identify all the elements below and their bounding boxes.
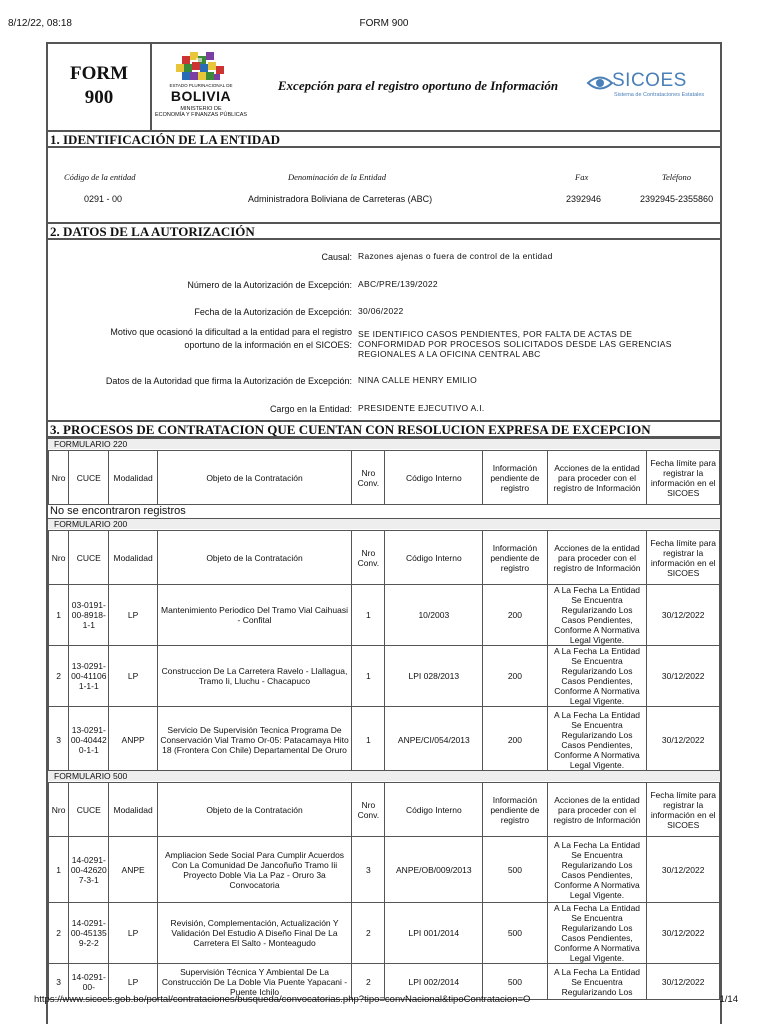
causal-value: Razones ajenas o fuera de control de la entidad [358,251,553,261]
ministry-line-2: ECONOMÍA Y FINANZAS PÚBLICAS [154,112,248,118]
cell-objeto: Ampliacion Sede Social Para Cumplir Acuerdos Con La Comunidad De Jancoñuño Tramo Iii Proyecto Doble Via La Paz - Oruro 3a Convocatoria [157,837,351,903]
cell-nro: 1 [49,585,69,646]
th-nro: Nro [49,451,69,505]
col-telefono: Teléfono [662,172,691,182]
cell-info-pendiente: 200 [483,707,547,773]
autoridad-label: Datos de la Autoridad que firma la Autorización de Excepción: [105,376,352,386]
cell-nro: 2 [49,646,69,707]
table-row [49,837,720,903]
th-fecha-limite: Fecha límite para registrar la información en el SICOES [647,451,720,505]
entity-phone: 2392945-2355860 [640,194,714,204]
cell-cuce: 14-0291-00-451359-2-2 [69,903,109,964]
th-objeto: Objeto de la Contratación [157,451,351,505]
cell-fecha-limite: 30/12/2022 [647,585,720,646]
cell-info-pendiente: 500 [483,837,547,903]
table-f500 [48,782,720,1000]
bolivia-logo [156,50,246,122]
cell-nro-conv: 1 [352,646,385,707]
page-number: 1/14 [719,994,738,1005]
sicoes-name: SICOES [612,70,687,91]
th-modalidad: Modalidad [109,531,157,585]
th-codigo-interno: Código Interno [385,783,483,837]
th-acciones: Acciones de la entidad para proceder con el registro de Información [547,451,647,505]
form-header [48,44,720,132]
bolivia-big: BOLIVIA [170,88,232,104]
form-frame [46,42,722,1024]
cell-acciones: A La Fecha La Entidad Se Encuentra Regularizando Los Casos Pendientes, Conforme A Normativa Legal Vigente. [547,707,647,773]
col-fax: Fax [575,172,589,182]
cell-modalidad: ANPP [109,707,157,773]
th-info-pendiente: Información pendiente de registro [483,451,547,505]
cell-fecha-limite: 30/12/2022 [647,837,720,903]
motivo-value-2: CONFORMIDAD POR PROCESOS SOLICITADOS DESDE LAS GERENCIAS [358,339,672,349]
th-nro: Nro [49,783,69,837]
cell-cuce: 13-0291-00-411061-1-1 [69,646,109,707]
cell-fecha-limite: 30/12/2022 [647,964,720,1000]
motivo-value-3: REGIONALES A LA OFICINA CENTRAL ABC [358,349,541,359]
th-cuce: CUCE [69,451,109,505]
form-title: Excepción para el registro oportuno de Información [277,78,559,93]
th-modalidad: Modalidad [109,451,157,505]
section-2-heading: 2. DATOS DE LA AUTORIZACIÓN [48,222,720,240]
form-label: FORM [69,63,129,84]
cell-codigo-interno: LPI 002/2014 [385,964,483,1000]
cell-modalidad: ANPE [109,837,157,903]
cell-objeto: Servicio De Supervisión Tecnica Programa De Conservación Vial Tramo Or-05: Patacamaya Hito 18 (Frontera Con Chile) Departamental De Oruro [157,707,351,773]
numero-label: Número de la Autorización de Excepción: [187,280,352,290]
bolivia-small: ESTADO PLURINACIONAL DE [169,83,233,88]
th-acciones: Acciones de la entidad para proceder con el registro de Información [547,531,647,585]
cell-codigo-interno: LPI 028/2013 [385,646,483,707]
table-header-row [49,531,720,585]
sicoes-eye-icon [586,72,614,94]
cell-modalidad: LP [109,585,157,646]
table-row [49,903,720,964]
cell-acciones: A La Fecha La Entidad Se Encuentra Regularizando Los Casos Pendientes, Conforme A Normativa Legal Vigente. [547,903,647,964]
cell-modalidad: LP [109,646,157,707]
cell-fecha-limite: 30/12/2022 [647,646,720,707]
motivo-label-2: oportuno de la información en el SICOES: [184,340,352,350]
cell-nro-conv: 1 [352,585,385,646]
cell-modalidad: LP [109,964,157,1000]
cell-nro: 1 [49,837,69,903]
cell-objeto: Construccion De La Carretera Ravelo - Llallagua, Tramo Ii, Lluchu - Chacapuco [157,646,351,707]
cargo-label: Cargo en la Entidad: [269,404,352,414]
th-cuce: CUCE [69,531,109,585]
cell-cuce: 03-0191-00-8918-1-1 [69,585,109,646]
col-denominacion: Denominación de la Entidad [288,172,386,182]
cell-info-pendiente: 500 [483,964,547,1000]
cell-codigo-interno: ANPE/OB/009/2013 [385,837,483,903]
ministry-line-1: MINISTERIO DE [180,106,222,112]
entity-code: 0291 - 00 [84,194,123,204]
formulario-500-label: FORMULARIO 500 [48,770,720,781]
fecha-value: 30/06/2022 [358,306,404,316]
cell-info-pendiente: 500 [483,903,547,964]
cell-acciones: A La Fecha La Entidad Se Encuentra Regularizando Los Casos Pendientes, Conforme A Normativa Legal Vigente. [547,646,647,707]
sicoes-subtitle: Sistema de Contrataciones Estatales [614,92,705,98]
formulario-220-label: FORMULARIO 220 [48,438,720,449]
causal-label: Causal: [321,252,352,262]
cell-info-pendiente: 200 [483,585,547,646]
col-codigo-entidad: Código de la entidad [64,172,136,182]
form-number [48,44,152,130]
th-acciones: Acciones de la entidad para proceder con el registro de Información [547,783,647,837]
th-fecha-limite: Fecha límite para registrar la información en el SICOES [647,531,720,585]
th-info-pendiente: Información pendiente de registro [483,531,547,585]
print-footer [0,994,768,1024]
print-header [0,0,768,34]
print-datetime: 8/12/22, 08:18 [8,18,72,29]
cell-nro-conv: 1 [352,707,385,773]
cell-fecha-limite: 30/12/2022 [647,903,720,964]
cell-codigo-interno: 10/2003 [385,585,483,646]
cell-nro: 3 [49,707,69,773]
cell-acciones: A La Fecha La Entidad Se Encuentra Regularizando Los [547,964,647,1000]
cell-info-pendiente: 200 [483,646,547,707]
section-3-heading: 3. PROCESOS DE CONTRATACION QUE CUENTAN CON RESOLUCION EXPRESA DE EXCEPCION [48,420,720,438]
cell-fecha-limite: 30/12/2022 [647,707,720,773]
cell-nro-conv: 2 [352,964,385,1000]
cell-objeto: Mantenimiento Periodico Del Tramo Vial Caihuasi - Confital [157,585,351,646]
print-title: FORM 900 [359,18,409,29]
th-objeto: Objeto de la Contratación [157,783,351,837]
fecha-label: Fecha de la Autorización de Excepción: [194,307,352,317]
cell-nro-conv: 3 [352,837,385,903]
cell-codigo-interno: ANPE/CI/054/2013 [385,707,483,773]
th-nro-conv: Nro Conv. [352,451,385,505]
cell-cuce: 14-0291-00- [69,964,109,1000]
sicoes-logo [586,68,718,108]
cell-acciones: A La Fecha La Entidad Se Encuentra Regularizando Los Casos Pendientes, Conforme A Normativa Legal Vigente. [547,585,647,646]
th-info-pendiente: Información pendiente de registro [483,783,547,837]
motivo-label-1: Motivo que ocasionó la dificultad a la entidad para el registro [110,327,352,337]
th-objeto: Objeto de la Contratación [157,531,351,585]
table-row [49,646,720,707]
cell-nro-conv: 2 [352,903,385,964]
section-1-heading: 1. IDENTIFICACIÓN DE LA ENTIDAD [48,130,720,148]
motivo-value-1: SE IDENTIFICO CASOS PENDIENTES, POR FALTA DE ACTAS DE [358,329,633,339]
autoridad-value: NINA CALLE HENRY EMILIO [358,375,478,385]
th-nro: Nro [49,531,69,585]
cell-acciones: A La Fecha La Entidad Se Encuentra Regularizando Los Casos Pendientes, Conforme A Normativa Legal Vigente. [547,837,647,903]
cell-cuce: 14-0291-00-426207-3-1 [69,837,109,903]
table-f200 [48,530,720,773]
th-codigo-interno: Código Interno [385,531,483,585]
th-modalidad: Modalidad [109,783,157,837]
entity-name: Administradora Boliviana de Carreteras (ABC) [248,194,433,204]
table-row [49,707,720,773]
cargo-value: PRESIDENTE EJECUTIVO A.I. [358,403,485,413]
th-codigo-interno: Código Interno [385,451,483,505]
table-f220-header [48,450,720,505]
table-row [49,585,720,646]
cell-objeto: Revisión, Complementación, Actualización Y Validación Del Estudio A Diseño Final De La Carretera El Salto - Monteagudo [157,903,351,964]
entity-fax: 2392946 [566,194,602,204]
no-records-text: No se encontraron registros [50,505,186,517]
form-code: 900 [84,87,114,108]
formulario-200-label: FORMULARIO 200 [48,518,720,529]
table-header-row [49,783,720,837]
cell-nro: 2 [49,903,69,964]
th-nro-conv: Nro Conv. [352,783,385,837]
cell-modalidad: LP [109,903,157,964]
cell-codigo-interno: LPI 001/2014 [385,903,483,964]
numero-value: ABC/PRE/139/2022 [358,279,438,289]
th-nro-conv: Nro Conv. [352,531,385,585]
cell-objeto: Supervisión Técnica Y Ambiental De La Construcción De La Doble Via Puente Yapacani - Puente Ichilo [157,964,351,1000]
cell-cuce: 13-0291-00-404420-1-1 [69,707,109,773]
th-fecha-limite: Fecha límite para registrar la información en el SICOES [647,783,720,837]
cell-nro: 3 [49,964,69,1000]
table-header-row [49,451,720,505]
th-cuce: CUCE [69,783,109,837]
footer-url: https://www.sicoes.gob.bo/portal/contrataciones/busqueda/convocatorias.php?tipo=convNacional&tipoContratacion=O [34,994,531,1005]
